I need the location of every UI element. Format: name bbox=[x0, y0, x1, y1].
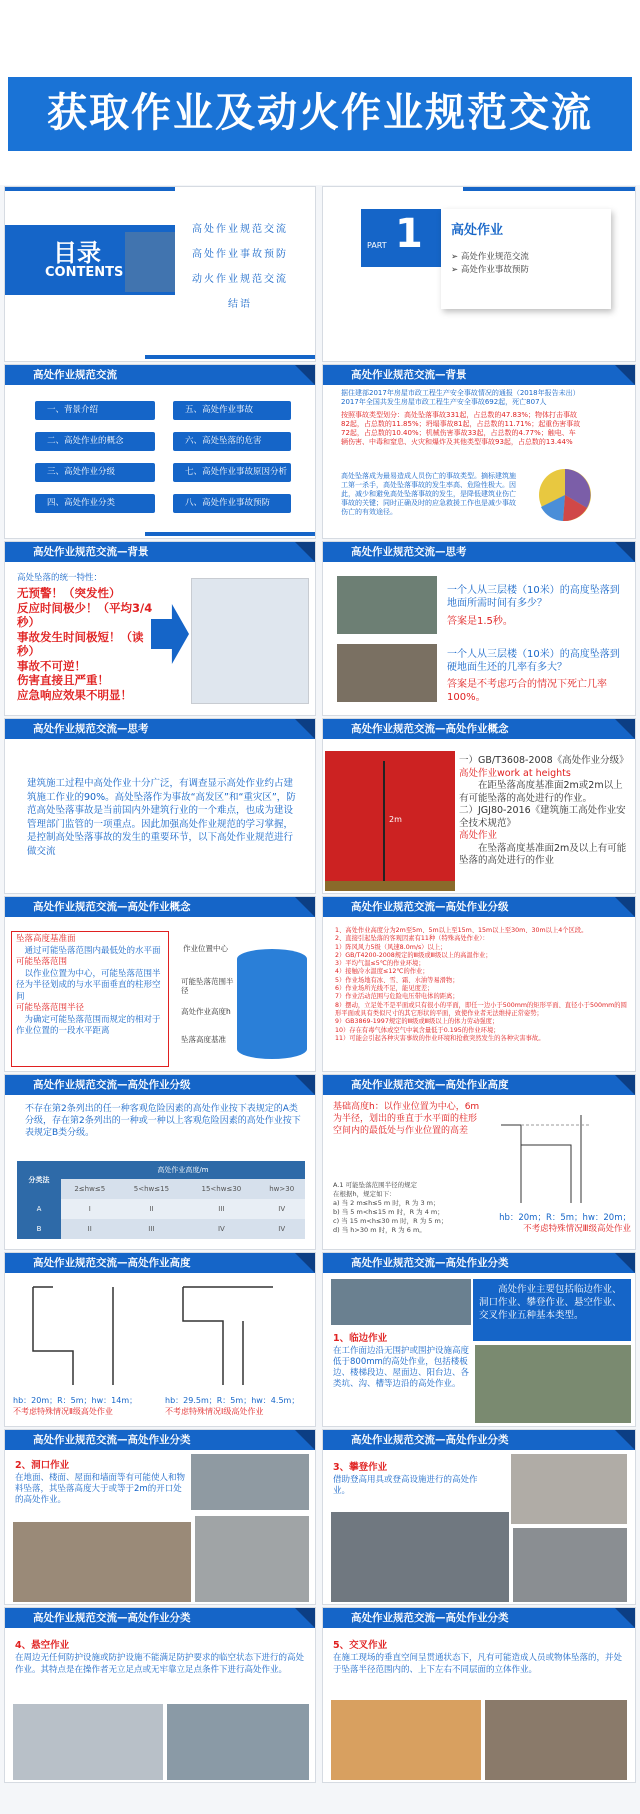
toc-item[interactable]: 高处作业规范交流 bbox=[192, 224, 288, 235]
outline-button[interactable]: 二、高处作业的概念 bbox=[35, 432, 155, 451]
slide-header: 高处作业规范交流—高处作业分级 bbox=[323, 897, 635, 917]
slide-header: 高处作业规范交流—高处作业高度 bbox=[323, 1075, 635, 1095]
slide-background: 高处作业规范交流—背景 据住建部2017年房屋市政工程生产安全事故情况的通报（2018年报告未出）2017年全国共发生房屋市政工程生产安全事故692起，死亡807人 按照事故类型划分：高处坠落事故331起，占总数的47.83%；物体打击事故82起，占总数的11.85%；坍塌事故81起，占总数的11.71%；起重伤害事故72起，占总数的10.40%；机械伤害事故33起，占总数的4.77%；触电、车辆伤害、中毒和窒息、火灾和爆炸及其他类型事故93起，占总数的13.44% 高处坠落成为最易造成人员伤亡的事故类型。摘标建筑施工第一杀手，高处坠落事故的发生率高、危险性极大。因此，减少和避免高处坠落事故的发生，是降低建筑业伤亡事故的关键；同时正确及时的应急救援工作也是减少事故伤亡的有效途径。 bbox=[322, 364, 636, 539]
outline-button[interactable]: 三、高处作业分级 bbox=[35, 463, 155, 482]
site-photo bbox=[511, 1454, 627, 1524]
slide-bg-traits: 高处作业规范交流—背景 高处坠落的统一特性： 无预警！（突发性） 反应时间极少！（平均3/4秒） 事故发生时间极短！（读秒） 事故不可逆！ 伤害直接且严重！ 应急响应效果不明显！ bbox=[4, 541, 316, 716]
site-photo bbox=[331, 1700, 481, 1780]
slide-header: 高处作业规范交流—高处作业概念 bbox=[5, 897, 315, 917]
traits-list: 无预警！（突发性） 反应时间极少！（平均3/4秒） 事故发生时间极短！（读秒） 事故不可逆！ 伤害直接且严重！ 应急响应效果不明显！ bbox=[17, 586, 153, 702]
site-photo bbox=[195, 1516, 309, 1602]
site-photo bbox=[13, 1522, 191, 1602]
site-photo bbox=[337, 644, 437, 702]
slide-contents bbox=[4, 186, 316, 362]
slide-class5: 高处作业规范交流—高处作业分类 5、交叉作业 在施工现场的垂直空间呈贯通状态下，凡有可能造成人员或物体坠落的，并处于坠落半径范围内的、上下左右不同层面的立体作业。 bbox=[322, 1607, 636, 1783]
toc-item[interactable]: 结语 bbox=[228, 299, 252, 310]
slide-think: 高处作业规范交流—思考 一个人从三层楼（10米）的高度坠落到地面所需时间有多少？ 答案是1.5秒。 一个人从三层楼（10米）的高度坠落到硬地面生还的几率有多大？ 答案是不考虑巧合的情况下死亡几率100%。 bbox=[322, 541, 636, 716]
fall-illustration bbox=[191, 578, 309, 704]
concept-text: 一）GB/T3608-2008《高处作业分级》 高处作业work at heights 在距坠落高度基准面2m或2m以上有可能坠落的高处进行的作业。 二）JGJ80-2016《建筑施工高处作业安全技术规范》 高处作业 在坠落高度基准面2m及以上有可能坠落的高处进行的作业 bbox=[459, 755, 629, 866]
part-title: 高处作业 bbox=[451, 223, 504, 238]
site-photo bbox=[331, 1279, 471, 1325]
grade-table: 分类法 高处作业高度/m 2≤hw≤5 5<hw≤15 15<hw≤30 hw>30 A I II III IV B II III IV IV bbox=[17, 1161, 305, 1239]
title-banner bbox=[0, 0, 640, 185]
slide-grade-table: 高处作业规范交流—高处作业分级 不存在第2条列出的任一种客观危险因素的高处作业按下表规定的A类分级，存在第2条列出的一种或一种以上客观危险因素的高处作业按下表规定B类分级。 分类法 高处作业高度/m 2≤hw≤5 5<hw≤15 15<hw≤30 hw>30 A I II III IV B II III IV IV bbox=[4, 1074, 316, 1250]
pie-chart bbox=[533, 465, 597, 525]
slide-part1: PART 1 高处作业 ➢ 高处作业规范交流 ➢ 高处作业事故预防 bbox=[322, 186, 636, 362]
site-photo bbox=[167, 1704, 309, 1780]
scaffold-diagram: 2m bbox=[325, 751, 455, 891]
site-photo bbox=[337, 576, 437, 634]
slide-height: 高处作业规范交流—高处作业高度 基础高度h：以作业位置为中心，6m为半径，划出的垂直于水平面的柱形空间内的最低处与作业位置的高差 A.1 可能坠落范围半径的规定 在根据h，规定如下： a) 当 2 m≤h≤5 m 时，R 为 3 m； b) 当 5 m<h≤15 m 时，R 为 4 m； c) 当 15 m<h≤30 m 时，R 为 5 m； d) 当 h>30 m 时，R 为 6 m。 hb：20m；R：5m；hw：20m； 不考虑特殊情况Ⅲ级高处作业 bbox=[322, 1074, 636, 1250]
arrow-right-icon bbox=[151, 604, 189, 664]
slide-class4: 高处作业规范交流—高处作业分类 4、悬空作业 在周边无任何防护设施或防护设施不能满足防护要求的临空状态下进行的高处作业。其特点是在操作者无立足点或无牢靠立足点条件下进行高处作业。 bbox=[4, 1607, 316, 1783]
slide-header: 高处作业规范交流—高处作业分类 bbox=[5, 1608, 315, 1628]
slide-header: 高处作业规范交流—背景 bbox=[5, 542, 315, 562]
slide-header: 高处作业规范交流 bbox=[5, 365, 315, 385]
slide-header: 高处作业规范交流—思考 bbox=[5, 719, 315, 739]
slide-concept bbox=[322, 718, 636, 894]
page-title: 获取作业及动火作业规范交流 bbox=[47, 90, 593, 136]
slide-grade bbox=[322, 896, 636, 1072]
slide-header: 高处作业规范交流—背景 bbox=[323, 365, 635, 385]
slide-header: 高处作业规范交流—高处作业分类 bbox=[323, 1253, 635, 1273]
grade-rules: 1、高处作业高度分为2m至5m、5m以上至15m、15m以上至30m、30m以上4个区段。 2、直接引起坠落的客观因素有11种（特殊高处作业）： 1）阵风风力5级（风速8.0m/s）以上； 2）GB/T4200-2008规定的Ⅲ级或Ⅲ级以上的高温作业； 3）平均气温≤5℃的作业环境； 4）接触冷水温度≤12℃的作业； 5）作业场地有冰、雪、霜、水油等易滑物； 6）作业场所光线不足，能见度差； 7）作业活动范围与危险电压带电体的距离； 8）摆动，立足处不是平面或只有很小的平面，即任一边小于500mm的矩形平面、直径小于500mm的圆形平面或具有类似尺寸的其它形状的平面，致使作业者无法维持正常姿势； 9）GB3869-1997规定的Ⅲ级或Ⅲ级以上的体力劳动强度； 10）存在有毒气体或空气中氧含量低于0.195的作业环境； 11）可能会引起各种灾害事故的作业环境和抢救突然发生的各种灾害事故。 bbox=[335, 927, 627, 1042]
slide-header: 高处作业规范交流—高处作业概念 bbox=[323, 719, 635, 739]
slide-header: 高处作业规范交流—高处作业分级 bbox=[5, 1075, 315, 1095]
toc-list bbox=[175, 217, 305, 317]
part-badge: PART 1 bbox=[361, 209, 441, 267]
contents-title: 目录 bbox=[53, 239, 101, 267]
cylinder-diagram bbox=[237, 949, 307, 1059]
slide-header: 高处作业规范交流—高处作业分类 bbox=[5, 1430, 315, 1450]
height-diagram bbox=[491, 1105, 627, 1209]
site-photo bbox=[475, 1345, 631, 1423]
slide-header: 高处作业规范交流—高处作业高度 bbox=[5, 1253, 315, 1273]
site-photo bbox=[13, 1704, 163, 1780]
slide-concept2: 高处作业规范交流—高处作业概念 坠落高度基准面 通过可能坠落范围内最低处的水平面 可能坠落范围 以作业位置为中心，可能坠落范围半径为半径划成的与水平面垂直的柱形空间 可能坠落范围半径 为确定可能坠落范围而规定的相对于作业位置的一段水平距离 作业位置中心 可能坠落范围半径 高处作业高度h 坠落高度基准 bbox=[4, 896, 316, 1072]
slide-header: 高处作业规范交流—思考 bbox=[323, 542, 635, 562]
slide-think2: 高处作业规范交流—思考 建筑施工过程中高处作业十分广泛，有调查显示高处作业约占建筑施工作业的90%。高处坠落作为事故“高发区”和“重灾区”，防范高处坠落事故是当前国内外建筑行业的一个难点，也成为建设管理部门监管的一项重点。因此加强高处作业规范的学习掌握，是控制高处坠落事故的发生的重要环节，以下高处作业规范进行做交流 bbox=[4, 718, 316, 894]
outline-button[interactable]: 七、高处作业事故原因分析 bbox=[173, 463, 291, 482]
outline-button[interactable]: 四、高处作业分类 bbox=[35, 494, 155, 513]
slide-class3: 高处作业规范交流—高处作业分类 3、攀登作业 借助登高用具或登高设施进行的高处作业。 bbox=[322, 1429, 636, 1605]
site-photo bbox=[191, 1454, 309, 1510]
slide-class2: 高处作业规范交流—高处作业分类 2、洞口作业 在地面、楼面、屋面和墙面等有可能使人和物料坠落，其坠落高度大于或等于2m的开口处的高处作业。 bbox=[4, 1429, 316, 1605]
outline-button[interactable]: 五、高处作业事故 bbox=[173, 401, 291, 420]
slide-header: 高处作业规范交流—高处作业分类 bbox=[323, 1430, 635, 1450]
slide-height2: 高处作业规范交流—高处作业高度 hb：20m；R：5m；hw：14m； 不考虑特殊情况Ⅱ级高处作业 hb：29.5m；R：5m；hw：4.5m； 不考虑特殊情况Ⅰ级高处作业 bbox=[4, 1252, 316, 1427]
outline-button[interactable]: 六、高处坠落的危害 bbox=[173, 432, 291, 451]
site-photo bbox=[485, 1700, 627, 1780]
toc-item[interactable]: 动火作业规范交流 bbox=[192, 274, 288, 285]
slide-outline bbox=[4, 364, 316, 539]
toc-item[interactable]: 高处作业事故预防 bbox=[192, 249, 288, 260]
part-number: 1 bbox=[395, 211, 423, 257]
site-photo bbox=[513, 1528, 627, 1602]
height-diagrams bbox=[13, 1281, 309, 1389]
slide-header: 高处作业规范交流—高处作业分类 bbox=[323, 1608, 635, 1628]
outline-button[interactable]: 一、背景介绍 bbox=[35, 401, 155, 420]
contents-subtitle: CONTENTS bbox=[45, 265, 124, 280]
site-photo bbox=[331, 1512, 509, 1602]
slide-class1: 高处作业规范交流—高处作业分类 高处作业主要包括临边作业、洞口作业、攀登作业、悬空作业、交叉作业五种基本类型。 1、临边作业 在工作面边沿无围护或围护设施高度低于800mm的高处作业，包括楼板边、楼梯段边、屋面边、阳台边、各类坑、沟、槽等边沿的高处作业。 bbox=[322, 1252, 636, 1427]
outline-button[interactable]: 八、高处作业事故预防 bbox=[173, 494, 291, 513]
